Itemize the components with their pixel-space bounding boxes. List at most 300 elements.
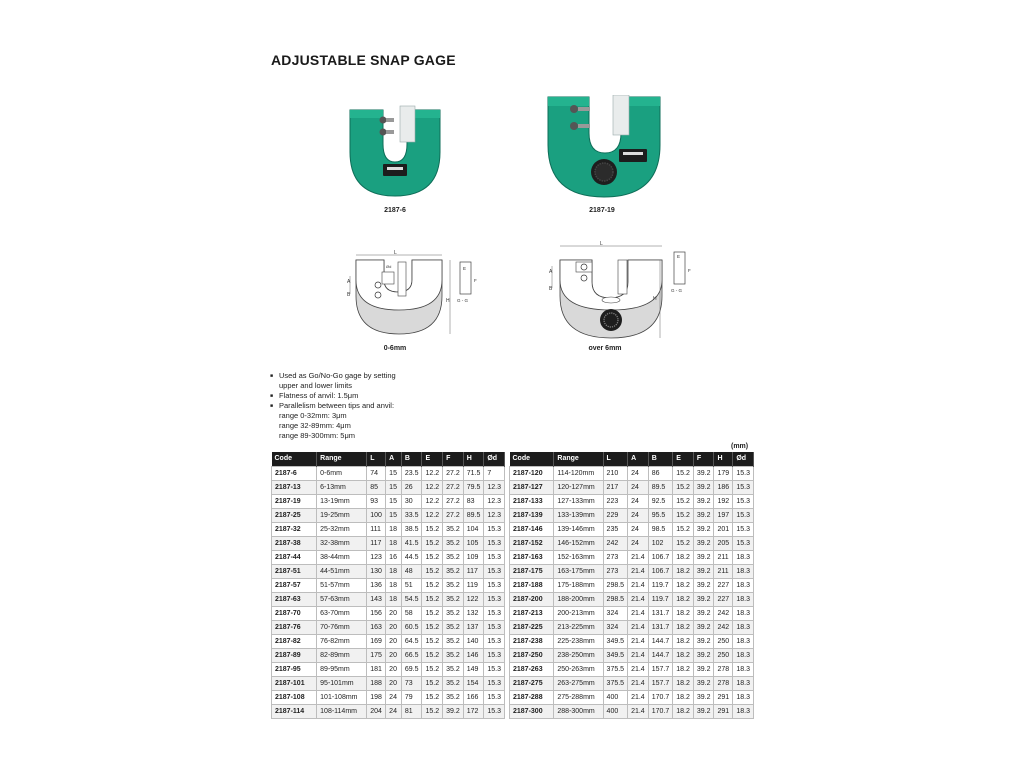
table-cell: 18.2 [673, 690, 694, 704]
table-cell: 18.2 [673, 704, 694, 718]
table-cell: 39.2 [693, 550, 714, 564]
code-cell: 2187-275 [510, 676, 554, 690]
drawing-0-6mm [342, 250, 487, 342]
dim-label-B: B [347, 292, 351, 298]
table-cell: 24 [628, 480, 649, 494]
table-cell: 131.7 [648, 620, 673, 634]
table-cell: 100 [367, 508, 386, 522]
column-header: H [463, 452, 484, 466]
table-cell: 69.5 [401, 662, 422, 676]
code-cell: 2187-57 [272, 578, 317, 592]
table-cell: 137 [463, 620, 484, 634]
table-cell: 250-263mm [554, 662, 603, 676]
table-cell: 15 [386, 466, 402, 480]
code-cell: 2187-13 [272, 480, 317, 494]
table-cell: 0-6mm [317, 466, 367, 480]
table-cell: 39.2 [693, 662, 714, 676]
table-cell: 39.2 [693, 578, 714, 592]
table-cell: 156 [367, 606, 386, 620]
code-cell: 2187-250 [510, 648, 554, 662]
table-row [510, 522, 754, 536]
table-cell: 105 [463, 536, 484, 550]
table-cell: 15.3 [733, 508, 754, 522]
table-cell: 24 [386, 704, 402, 718]
code-cell: 2187-200 [510, 592, 554, 606]
table-cell: 15.2 [422, 704, 443, 718]
table-cell: 15.3 [484, 676, 505, 690]
table-cell: 39.2 [693, 508, 714, 522]
table-cell: 21.4 [628, 662, 649, 676]
feature-item: ■ Flatness of anvil: 1.5μm [270, 391, 396, 401]
table-cell: 175 [367, 648, 386, 662]
table-cell: 18.3 [733, 676, 754, 690]
dim-label-L: L [394, 250, 397, 256]
table-cell: 21.4 [628, 606, 649, 620]
table-cell: 15.2 [673, 522, 694, 536]
table-cell: 18.3 [733, 620, 754, 634]
table-cell: 146 [463, 648, 484, 662]
table-cell: 211 [714, 550, 733, 564]
table-cell: 130 [367, 564, 386, 578]
column-header: Ød [733, 452, 754, 466]
table-cell: 21.4 [628, 564, 649, 578]
dim-label-A2: A [549, 269, 553, 275]
drawing-caption-1: 0-6mm [383, 345, 407, 352]
table-cell: 35.2 [443, 564, 464, 578]
table-cell: 35.2 [443, 606, 464, 620]
table-cell: 15.3 [484, 592, 505, 606]
unit-label: (mm) [731, 443, 749, 450]
table-row [272, 494, 505, 508]
table-cell: 205 [714, 536, 733, 550]
photo-caption-2: 2187-19 [589, 207, 615, 214]
table-cell: 24 [386, 690, 402, 704]
table-cell: 12.2 [422, 466, 443, 480]
code-cell: 2187-114 [272, 704, 317, 718]
dim-label-H2: H [653, 296, 657, 302]
table-row [510, 578, 754, 592]
table-cell: 18.2 [673, 620, 694, 634]
table-cell: 39.2 [443, 704, 464, 718]
table-cell: 73 [401, 676, 422, 690]
column-header: Ød [484, 452, 505, 466]
dim-label-F: F [474, 278, 477, 283]
code-cell: 2187-25 [272, 508, 317, 522]
table-cell: 18 [386, 522, 402, 536]
code-cell: 2187-263 [510, 662, 554, 676]
code-cell: 2187-127 [510, 480, 554, 494]
table-cell: 38.5 [401, 522, 422, 536]
code-cell: 2187-38 [272, 536, 317, 550]
table-row [272, 578, 505, 592]
table-cell: 21.4 [628, 578, 649, 592]
table-cell: 35.2 [443, 592, 464, 606]
table-cell: 39.2 [693, 480, 714, 494]
table-cell: 200-213mm [554, 606, 603, 620]
table-cell: 298.5 [603, 592, 628, 606]
table-cell: 18 [386, 564, 402, 578]
table-cell: 54.5 [401, 592, 422, 606]
table-cell: 12.2 [422, 508, 443, 522]
column-header: F [693, 452, 714, 466]
code-cell: 2187-70 [272, 606, 317, 620]
table-row [510, 690, 754, 704]
column-header: Code [272, 452, 317, 466]
dim-label-B2: B [549, 286, 553, 292]
table-cell: 39.2 [693, 606, 714, 620]
table-cell: 39.2 [693, 690, 714, 704]
code-cell: 2187-225 [510, 620, 554, 634]
table-cell: 15.2 [673, 480, 694, 494]
table-row [510, 466, 754, 480]
code-cell: 2187-82 [272, 634, 317, 648]
table-cell: 63-70mm [317, 606, 367, 620]
table-cell: 21.4 [628, 550, 649, 564]
table-cell: 15.3 [484, 690, 505, 704]
table-cell: 144.7 [648, 634, 673, 648]
code-cell: 2187-146 [510, 522, 554, 536]
code-cell: 2187-163 [510, 550, 554, 564]
table-cell: 24 [628, 466, 649, 480]
table-cell: 48 [401, 564, 422, 578]
table-cell: 39.2 [693, 494, 714, 508]
table-row [510, 536, 754, 550]
table-cell: 39.2 [693, 522, 714, 536]
table-cell: 18.3 [733, 634, 754, 648]
table-row [510, 704, 754, 718]
table-cell: 298.5 [603, 578, 628, 592]
table-cell: 250 [714, 634, 733, 648]
table-cell: 35.2 [443, 662, 464, 676]
table-cell: 15.3 [484, 648, 505, 662]
table-cell: 18.2 [673, 606, 694, 620]
table-cell: 210 [603, 466, 628, 480]
table-cell: 186 [714, 480, 733, 494]
table-cell: 15.3 [733, 494, 754, 508]
table-cell: 172 [463, 704, 484, 718]
table-cell: 39.2 [693, 648, 714, 662]
table-cell: 242 [603, 536, 628, 550]
code-cell: 2187-108 [272, 690, 317, 704]
table-cell: 39.2 [693, 564, 714, 578]
table-cell: 18.2 [673, 578, 694, 592]
table-cell: 32-38mm [317, 536, 367, 550]
table-cell: 15.2 [422, 648, 443, 662]
table-cell: 15 [386, 494, 402, 508]
table-cell: 18.2 [673, 676, 694, 690]
table-cell: 157.7 [648, 662, 673, 676]
table-cell: 15.3 [733, 536, 754, 550]
table-cell: 18.3 [733, 648, 754, 662]
code-cell: 2187-120 [510, 466, 554, 480]
table-row [510, 676, 754, 690]
table-cell: 25-32mm [317, 522, 367, 536]
table-cell: 18.2 [673, 592, 694, 606]
code-cell: 2187-213 [510, 606, 554, 620]
table-cell: 18.2 [673, 662, 694, 676]
table-row [510, 592, 754, 606]
table-cell: 324 [603, 606, 628, 620]
table-cell: 12.3 [484, 508, 505, 522]
table-cell: 227 [714, 578, 733, 592]
table-cell: 66.5 [401, 648, 422, 662]
table-cell: 400 [603, 704, 628, 718]
table-cell: 188-200mm [554, 592, 603, 606]
table-cell: 13-19mm [317, 494, 367, 508]
dim-label-d: Ød [386, 264, 392, 269]
table-row [272, 634, 505, 648]
table-cell: 20 [386, 662, 402, 676]
table-cell: 95-101mm [317, 676, 367, 690]
table-cell: 223 [603, 494, 628, 508]
table-row [510, 480, 754, 494]
table-cell: 95.5 [648, 508, 673, 522]
table-cell: 21.4 [628, 620, 649, 634]
table-cell: 273 [603, 564, 628, 578]
table-cell: 15.2 [422, 606, 443, 620]
table-row [272, 550, 505, 564]
table-cell: 89.5 [463, 508, 484, 522]
code-cell: 2187-175 [510, 564, 554, 578]
table-cell: 211 [714, 564, 733, 578]
table-cell: 24 [628, 508, 649, 522]
table-cell: 7 [484, 466, 505, 480]
feature-item: range 0-32mm: 3μm [279, 411, 347, 420]
table-cell: 83 [463, 494, 484, 508]
feature-item: range 89-300mm: 5μm [279, 431, 356, 440]
code-cell: 2187-19 [272, 494, 317, 508]
table-cell: 188 [367, 676, 386, 690]
table-cell: 70-76mm [317, 620, 367, 634]
dim-label-A: A [347, 279, 351, 285]
column-header: L [603, 452, 628, 466]
spec-table-right [509, 452, 754, 719]
feature-list [270, 371, 396, 441]
table-cell: 39.2 [693, 634, 714, 648]
table-cell: 15 [386, 480, 402, 494]
table-cell: 15.3 [484, 662, 505, 676]
table-cell: 85 [367, 480, 386, 494]
table-row [510, 648, 754, 662]
table-cell: 154 [463, 676, 484, 690]
table-cell: 15.2 [422, 676, 443, 690]
table-cell: 192 [714, 494, 733, 508]
table-row [272, 606, 505, 620]
table-cell: 18.3 [733, 578, 754, 592]
table-cell: 108-114mm [317, 704, 367, 718]
table-cell: 119.7 [648, 578, 673, 592]
dim-label-GG2: G - G [671, 288, 682, 293]
code-cell: 2187-300 [510, 704, 554, 718]
table-cell: 204 [367, 704, 386, 718]
table-cell: 235 [603, 522, 628, 536]
table-cell: 238-250mm [554, 648, 603, 662]
table-cell: 86 [648, 466, 673, 480]
snap-gage-photo-large [545, 95, 663, 201]
column-header: A [628, 452, 649, 466]
table-cell: 127-133mm [554, 494, 603, 508]
code-cell: 2187-51 [272, 564, 317, 578]
table-cell: 79 [401, 690, 422, 704]
table-cell: 144.7 [648, 648, 673, 662]
table-cell: 225-238mm [554, 634, 603, 648]
table-cell: 12.3 [484, 494, 505, 508]
table-cell: 89.5 [648, 480, 673, 494]
table-row [510, 634, 754, 648]
table-cell: 35.2 [443, 536, 464, 550]
table-cell: 60.5 [401, 620, 422, 634]
table-cell: 20 [386, 620, 402, 634]
table-cell: 201 [714, 522, 733, 536]
table-cell: 119 [463, 578, 484, 592]
table-cell: 111 [367, 522, 386, 536]
feature-item: range 32-89mm: 4μm [279, 421, 351, 430]
table-cell: 152-163mm [554, 550, 603, 564]
table-cell: 163-175mm [554, 564, 603, 578]
column-header: B [401, 452, 422, 466]
code-cell: 2187-238 [510, 634, 554, 648]
table-cell: 18.3 [733, 662, 754, 676]
table-cell: 39.2 [693, 620, 714, 634]
table-cell: 15.3 [484, 536, 505, 550]
column-header: E [422, 452, 443, 466]
table-cell: 33.5 [401, 508, 422, 522]
table-cell: 39.2 [693, 466, 714, 480]
table-cell: 146-152mm [554, 536, 603, 550]
table-cell: 123 [367, 550, 386, 564]
dim-label-E: E [463, 266, 467, 271]
table-cell: 122 [463, 592, 484, 606]
table-cell: 93 [367, 494, 386, 508]
table-cell: 98.5 [648, 522, 673, 536]
table-cell: 92.5 [648, 494, 673, 508]
table-cell: 349.5 [603, 648, 628, 662]
table-row [510, 550, 754, 564]
table-cell: 349.5 [603, 634, 628, 648]
table-cell: 76-82mm [317, 634, 367, 648]
table-cell: 15.3 [484, 634, 505, 648]
code-cell: 2187-139 [510, 508, 554, 522]
table-cell: 12.3 [484, 480, 505, 494]
table-cell: 20 [386, 634, 402, 648]
table-row [272, 648, 505, 662]
code-cell: 2187-6 [272, 466, 317, 480]
table-row [272, 508, 505, 522]
column-header: E [673, 452, 694, 466]
table-cell: 15.3 [484, 704, 505, 718]
table-cell: 198 [367, 690, 386, 704]
feature-item: upper and lower limits [279, 381, 352, 390]
table-cell: 227 [714, 592, 733, 606]
table-cell: 15.2 [422, 564, 443, 578]
snap-gage-photo-small [345, 104, 445, 200]
table-cell: 15.3 [484, 578, 505, 592]
code-cell: 2187-95 [272, 662, 317, 676]
column-header: Range [317, 452, 367, 466]
table-cell: 23.5 [401, 466, 422, 480]
table-cell: 20 [386, 676, 402, 690]
table-row [272, 676, 505, 690]
table-cell: 35.2 [443, 578, 464, 592]
column-header: F [443, 452, 464, 466]
table-cell: 15.2 [673, 536, 694, 550]
table-cell: 41.5 [401, 536, 422, 550]
feature-item: ■ Parallelism between tips and anvil: [270, 401, 396, 411]
table-cell: 213-225mm [554, 620, 603, 634]
table-cell: 18.3 [733, 564, 754, 578]
table-cell: 157.7 [648, 676, 673, 690]
column-header: A [386, 452, 402, 466]
code-cell: 2187-76 [272, 620, 317, 634]
code-cell: 2187-63 [272, 592, 317, 606]
table-cell: 39.2 [693, 536, 714, 550]
table-cell: 24 [628, 522, 649, 536]
code-cell: 2187-101 [272, 676, 317, 690]
table-cell: 24 [628, 494, 649, 508]
drawing-over-6mm [540, 240, 700, 342]
table-cell: 120-127mm [554, 480, 603, 494]
table-cell: 18.3 [733, 592, 754, 606]
dim-label-E2: E [677, 254, 681, 259]
table-row [272, 662, 505, 676]
table-cell: 136 [367, 578, 386, 592]
feature-item: ■ Used as Go/No-Go gage by setting [270, 371, 396, 381]
table-cell: 149 [463, 662, 484, 676]
table-cell: 24 [628, 536, 649, 550]
table-cell: 58 [401, 606, 422, 620]
photo-caption-1: 2187-6 [384, 207, 406, 214]
table-cell: 15.3 [733, 466, 754, 480]
table-cell: 273 [603, 550, 628, 564]
table-cell: 35.2 [443, 522, 464, 536]
table-cell: 114-120mm [554, 466, 603, 480]
table-row [510, 662, 754, 676]
table-cell: 117 [463, 564, 484, 578]
table-cell: 18.2 [673, 550, 694, 564]
table-cell: 139-146mm [554, 522, 603, 536]
table-header-row [510, 452, 754, 466]
table-cell: 140 [463, 634, 484, 648]
table-cell: 143 [367, 592, 386, 606]
table-cell: 35.2 [443, 648, 464, 662]
table-row [272, 704, 505, 718]
table-cell: 117 [367, 536, 386, 550]
table-cell: 15.3 [484, 606, 505, 620]
table-cell: 15.3 [484, 522, 505, 536]
table-cell: 15.2 [422, 592, 443, 606]
table-cell: 104 [463, 522, 484, 536]
table-cell: 27.2 [443, 480, 464, 494]
table-cell: 35.2 [443, 634, 464, 648]
table-cell: 35.2 [443, 620, 464, 634]
table-cell: 35.2 [443, 550, 464, 564]
table-cell: 375.5 [603, 676, 628, 690]
table-row [272, 480, 505, 494]
table-cell: 175-188mm [554, 578, 603, 592]
table-cell: 119.7 [648, 592, 673, 606]
table-cell: 275-288mm [554, 690, 603, 704]
table-cell: 44-51mm [317, 564, 367, 578]
table-cell: 15.2 [673, 508, 694, 522]
table-cell: 106.7 [648, 564, 673, 578]
column-header: Code [510, 452, 554, 466]
table-cell: 18.3 [733, 704, 754, 718]
table-cell: 15.2 [673, 466, 694, 480]
table-cell: 71.5 [463, 466, 484, 480]
table-cell: 278 [714, 662, 733, 676]
table-cell: 250 [714, 648, 733, 662]
table-cell: 102 [648, 536, 673, 550]
